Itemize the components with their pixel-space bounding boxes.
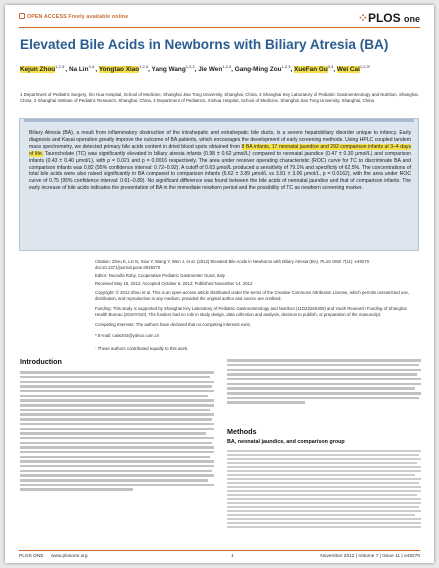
abstract-top-bar <box>24 119 414 122</box>
email-line[interactable]: * E-mail: caiw204@yahoo.com.cn <box>95 333 160 338</box>
article-page <box>5 5 434 563</box>
author-list: Kejun Zhou$^{1,2,3\cdot}$, Na Lin$^{3,4\cdot}$, Yongtao Xiao$^{1,2,3}$, Yang Wang$^{1,2,3}$, Jie Wen$^{1,2,3}$, Gang-Ming Zou$^{1,2,3}$, XueFan Gu$^{3,4}$, Wei Cai$^{1,2,3*}$ <box>20 64 371 74</box>
equal-contribution-note: · These authors contributed equally to this work. <box>95 346 189 351</box>
funding-line: Funding: This study is supported by Shanghai Key Laboratory of Pediatric Gastroenterology and Nutrition (11DZ2260300) and Youth Research Funding of Shanghai Health Bureau (2010Y010). The funders had no role in study design, data collection and analysis, decision to publish, or preparation of the manuscript. <box>95 306 407 317</box>
plos-one-logo[interactable]: ⁘PLOS one <box>357 11 420 25</box>
footer-website-link[interactable]: www.plosone.org <box>51 554 88 559</box>
author-name: Wei Cai$^{1,2,3*}$ <box>336 64 371 74</box>
open-access-label: OPEN ACCESS Freely available online <box>19 13 128 20</box>
author-name: XueFan Gu$^{3,4}$ <box>294 64 334 74</box>
journal-header <box>19 11 420 28</box>
footer-issue-info: November 2012 | Volume 7 | Issue 11 | e49270 <box>320 554 420 559</box>
methods-text <box>227 448 421 530</box>
author-name: Yang Wang$^{1,2,3}$ <box>151 64 195 74</box>
abstract-text: Biliary Atresia (BA), a result from inflammatory obstruction of the intrahepatic and extrahepatic bile ducts, is a severe hepatobiliary disorder unique to infancy. Early diagnosis and Kasai operation greatly improve the outcome of BA patients, which encourages the development of early screening methods. Using HPLC coupled tandem mass spectrometry, we detected primary bile acids content in dried blood spots obtained from 8 BA infants, 17 neonatal jaundice and 292 comparison infants at 3–4 days of life. Taurocholate (TC) was significantly elevated in biliary atresia infants (0.98 ± 0.62 μmol/L) compared to neonatal jaundice (0.47 ± 0.30 μmol/L) and comparison infants (0.43 ± 0.40 μmol/L), with p = 0.021 and p = 0.0016 respectively. The area under receiver operating characteristic (ROC) curve for TC to discriminate BA and comparison infants was 0.82 (95% confidence interval: 0.72–0.92). A cutoff of 0.63 μmol/L produced a sensitivity of 79.1% and specificity of 62.5%. The concentrations of total bile acids were also raised significantly in BA compared to comparison infants (6.62 ± 3.89 μmol/L vs 3.81 ± 3.06 μmol/L, p = 0.0162), with the area under ROC curve of 0.75 (95% confidence interval: 0.61–0.89). No significant difference was found between the bile acids of neonatal jaundice and that of comparison infants. The early increase of bile acids indicates the presentation of BA in the immediate newborn period and the possibility of TC as newborn screening marker. <box>29 130 411 192</box>
footer-journal: PLOS ONE <box>19 554 44 559</box>
page-footer <box>19 550 420 559</box>
competing-interests-line: Competing Interests: The authors have declared that no competing interests exist. <box>95 322 251 327</box>
bile-acids-paragraph <box>227 357 421 406</box>
footer-page-number: 1 <box>231 554 234 559</box>
affiliations: 1 Department of Pediatric Surgery, Xin Hua Hospital, School of Medicine, Shanghai Jiao Tong University, Shanghai, China, 2 Shanghai Key Laboratory of Pediatric Gastroenterology and Nutrition, Shanghai, China, 3 Shanghai Institute of Pediatric Research, Shanghai, China, 4 Department of Pediatrics, Xinhua Hospital, School of Medicine, Shanghai Jiao Tong University, Shanghai, China <box>20 92 419 103</box>
author-name: Gang-Ming Zou$^{1,2,3}$ <box>234 64 291 74</box>
author-name: Yongtao Xiao$^{1,2,3}$ <box>98 64 149 74</box>
copyright-line: Copyright: © 2012 Zhou et al. This is an open-access article distributed under the terms of the Creative Commons Attribution License, which permits unrestricted use, distribution, and reproduction in any medium, provided the original author and source are credited. <box>95 290 410 301</box>
author-name: Jie Wen$^{1,2,3}$ <box>198 64 232 74</box>
intro-heading: Introduction <box>20 357 62 366</box>
citation-line: Citation: Zhou K, Lin N, Xiao Y, Wang Y, Wen J, et al. (2012) Elevated Bile Acids in Newborns with Biliary Atresia (BA). PLoS ONE 7(11): e49270. doi:10.1371/journal.pone.0049270 <box>95 259 371 270</box>
methods-heading: Methods <box>227 427 257 436</box>
article-title: Elevated Bile Acids in Newborns with Biliary Atresia (BA) <box>20 37 389 52</box>
editor-line: Editor: Noorulla Roby, Cooperative Pediatric Gastroenter Gund, Italy <box>95 273 225 278</box>
abstract-highlight: 8 BA infants, 17 neonatal jaundice and 292 comparison infants at 3–4 days of life. <box>29 143 411 157</box>
author-name: Na Lin$^{3,4\cdot}$ <box>68 64 96 74</box>
methods-subheading: BA, neonatal jaundice, and comparison group <box>227 439 345 445</box>
open-access-lock-icon <box>19 13 25 19</box>
abstract-box <box>19 118 419 251</box>
intro-text <box>20 369 214 493</box>
dates-line: Received May 18, 2012; Accepted October 6, 2012; Published November 14, 2012 <box>95 281 253 286</box>
author-name: Kejun Zhou$^{1,2,3\cdot}$ <box>20 64 66 74</box>
